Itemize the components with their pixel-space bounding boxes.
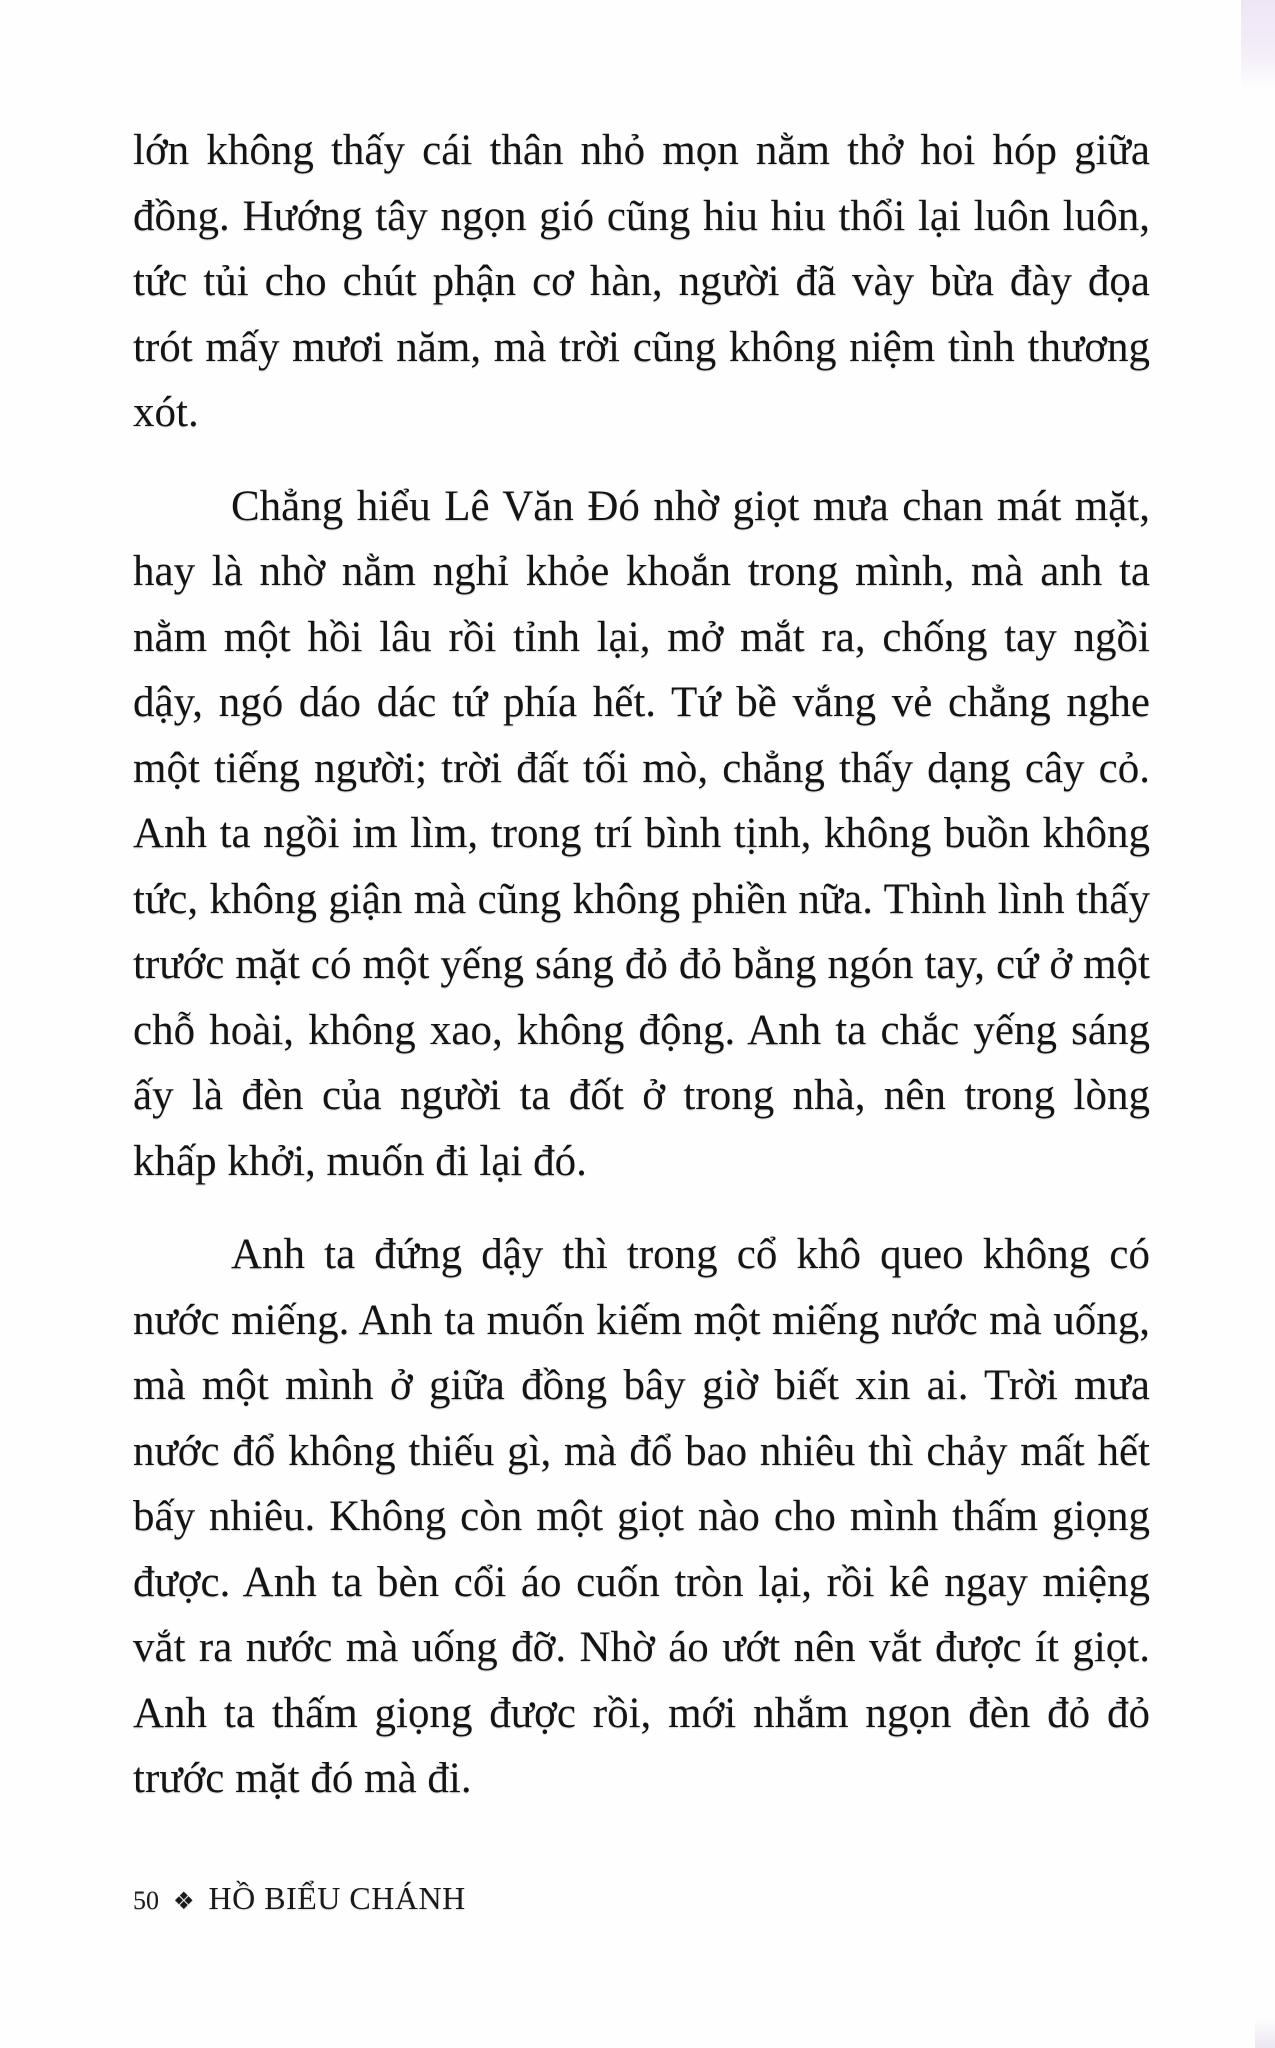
paragraph-2: Chẳng hiểu Lê Văn Đó nhờ giọt mưa chan mát mặt, hay là nhờ nằm nghỉ khỏe khoắn trong mình, mà anh ta nằm một hồi lâu rồi tỉnh lại, mở mắt ra, chống tay ngồi dậy, ngó dáo dác tứ phía hết. Tứ bề vắng vẻ chẳng nghe một tiếng người; trời đất tối mò, chẳng thấy dạng cây cỏ. Anh ta ngồi im lìm, trong trí bình tịnh, không buồn không tức, không giận mà cũng không phiền nữa. Thình lình thấy trước mặt có một yếng sáng đỏ đỏ bằng ngón tay, cứ ở một chỗ hoài, không xao, không động. Anh ta chắc yếng sáng ấy là đèn của người ta đốt ở trong nhà, nên trong lòng khấp khởi, muốn đi lại đó. (133, 482, 1150, 1185)
paragraph-1: lớn không thấy cái thân nhỏ mọn nằm thở hoi hóp giữa đồng. Hướng tây ngọn gió cũng hiu hiu thổi lại luôn luôn, tức tủi cho chút phận cơ hàn, người đã vày bừa đày đọa trót mấy mươi năm, mà trời cũng không niệm tình thương xót. (133, 127, 1150, 436)
paragraph-3: Anh ta đứng dậy thì trong cổ khô queo không có nước miếng. Anh ta muốn kiếm một miếng nước mà uống, mà một mình ở giữa đồng bây giờ biết xin ai. Trời mưa nước đổ không thiếu gì, mà đổ bao nhiêu thì chảy mất hết bấy nhiêu. Không còn một giọt nào cho mình thấm giọng được. Anh ta bèn cổi áo cuốn tròn lại, rồi kê ngay miệng vắt ra nước mà uống đỡ. Nhờ áo ướt nên vắt được ít giọt. Anh ta thấm giọng được rồi, mới nhắm ngọn đèn đỏ đỏ trước mặt đó mà đi. (133, 1231, 1150, 1802)
author-name: HỒ BIỂU CHÁNH (208, 1880, 466, 1916)
page-edge-tint-bottom (1255, 2018, 1275, 2048)
diamond-ornament-icon: ❖ (173, 1889, 195, 1915)
page-number: 50 (133, 1886, 159, 1915)
page-edge-tint (1241, 0, 1275, 90)
book-page-body (133, 118, 1150, 1812)
page-footer (133, 1880, 466, 1917)
